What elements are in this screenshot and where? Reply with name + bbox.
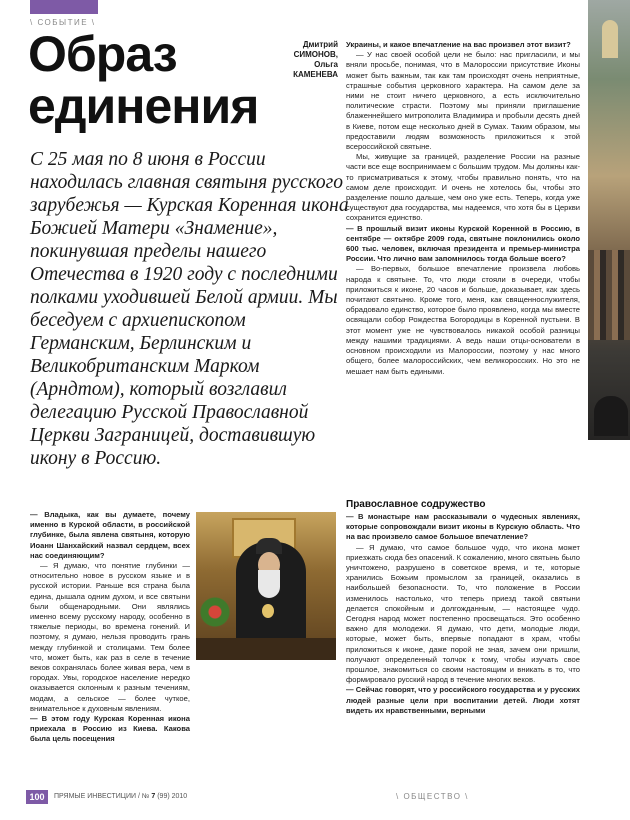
question-paragraph: — В этом году Курская Коренная икона приехала в Россию из Киева. Какова была цель посещения [30, 714, 190, 744]
issue-prefix: / № [138, 793, 150, 800]
crowd [588, 250, 630, 340]
right-column-top [346, 40, 580, 377]
magazine-info [54, 793, 187, 800]
answer-paragraph: — У нас своей особой цели не было: нас пригласили, и мы вняли просьбе, понимая, что в Малороссии присутствие Иконы может быть важным, так как там происходят очень неприятные, страшные события церковного характера. На самом деле за ними не стоит ничего церковного, а есть исключительно политические страсти. Поэтому мы приняли приглашение блаженнейшего митрополита Владимира и пробыли десять дней в Киеве, потом еще несколько дней в Сумах. Таким образом, мы предоставили людям возможность приложиться к этой всероссийской святыне. [346, 50, 580, 152]
author-line: Дмитрий [302, 40, 338, 49]
answer-paragraph: — Во-первых, большое впечатление произвела любовь народа к святыне. То, что люди стояли в очереди, чтобы приложиться к иконе, 20 часов и больше, доказывает, как здесь почитают святыню. Кроме того, меня, как священнослужителя, обрадовало единство, которое было проявлено, когда мы вместе освящали собор Рождества Богородицы в Коренной пустыни. В этот момент уже не чувствовалось никакой особой разницы между нашими традициями. А ведь наши отцы-основатели в основном происходили из Малороссии, поэтому у нас много общего, более малороссийских, чем великоросских. Но это не мешает нам быть едиными. [346, 264, 580, 376]
church-dome [602, 20, 618, 58]
flower-bouquet [200, 596, 230, 636]
right-column-bottom [346, 494, 580, 716]
question-paragraph: Украины, и какое впечатление на вас произвел этот визит? [346, 40, 571, 49]
issue-number: 7 [151, 793, 156, 800]
question-paragraph: — Сейчас говорят, что у российского государства и у русских людей разные цели при воспитании детей. Люди хотят видеть их нравственными, верными [346, 685, 580, 715]
author-line: СИМОНОВ, [293, 50, 338, 59]
side-crowd-photo [588, 0, 630, 440]
author-line: КАМЕНЕВА [293, 70, 338, 79]
magazine-name: ПРЯМЫЕ ИНВЕСТИЦИИ [54, 793, 137, 800]
section-label: \ ОБЩЕСТВО \ [396, 792, 469, 801]
archbishop-photo [196, 512, 336, 660]
question-paragraph: — Владыка, как вы думаете, почему именно в Курской области, в российской глубинке, была явлена святыня, которую Иоанн Шанхайский назвал сердцем, всех нас соединяющим? [30, 510, 190, 560]
page-number: 100 [26, 790, 48, 804]
question-paragraph: — В прошлый визит иконы Курской Коренной в Россию, в сентябре — октябре 2009 года, святыне поклонились около 600 тыс. человек, включая президента и премьер-министра России. Что лично вам запомнилось тогда больше всего? [346, 223, 580, 264]
issue-suffix: (99) 2010 [157, 793, 188, 800]
table-foreground [196, 638, 336, 660]
answer-paragraph: — Я думаю, что понятие глубинки — относительно новое в русском языке и в русской истории. Раньше вся страна была едина, дышала одним духом, и все святыни были общенародными. Они являлись именно всему русскому народу, особенно в тяжелые периоды, во времена гонений. И поэтому, я думаю, нельзя проводить грань между глубинкой и столицами. Тем более что, может быть, как раз в селе в течение веков сохранялась более живая вера, чем в городах. Увы, городское население нередко оказывается склонным к разным течениям, модам, а сельское — более чуткое, внимательное к духовным явлениям. [30, 561, 190, 713]
section-heading: Православное содружество [346, 499, 486, 510]
article-authors [268, 40, 338, 80]
panagia-medallion [262, 604, 274, 618]
top-accent-tab [30, 0, 98, 14]
question-paragraph: — В монастыре нам рассказывали о чудесных явлениях, которые сопровождали визит иконы в Курскую область. Что на вас произвело самое большое впечатление? [346, 512, 580, 542]
left-column [30, 510, 190, 745]
article-lead: С 25 мая по 8 июня в России находилась главная святыня русского зарубежья — Курская Коренная икона Божией Матери «Знамение», покинувшая пределы нашего Отечества в 1920 году с последними полками уходившей Белой армии. Мы беседуем с архиепископом Германским, Берлинским и Великобританским Марком (Арндтом), который возглавил делегацию Русской Православной Церкви Заграницей, доставившую икону в Россию. [30, 149, 349, 469]
clergy-head [594, 396, 628, 436]
answer-paragraph: Мы, живущие за границей, разделение России на разные части все еще воспринимаем с большим трудом. Мы должны как-то присматриваться к этому, чтобы правильно понять, что на самом деле происходит. И очень не хотелось бы, чтобы это разделение пошло дальше, чем оно уже есть. Теперь, когда уже существуют два государства, мы надеемся, что хотя бы в Церкви сохранится единство. [346, 152, 580, 223]
author-line: Ольга [314, 60, 338, 69]
answer-paragraph: — Я думаю, что самое большое чудо, что икона может приезжать сюда без опасений. К сожалению, много святынь было уничтожено, разрушено в советское время, и те, которые хранились Божьим промыслом за границей, оказались в наибольшей безопасности. То, что положение в России изменилось настолько, что теперь приезд такой святыни делается спокойным и долгожданным, — настоящее чудо. Сегодня народ может постепенно просвещаться. Это особенно важно для молодежи. Я думаю, что дети, молодые люди, которые, может быть, впервые попадают в храм, чтобы приложиться к иконе, даже порой не зная, зачем они пришли, получают определенный толчок к тому, чтобы изучать свое прошлое, знакомиться со своим настоящим и вникать в то, что формировало русский народ в течение многих веков. [346, 542, 580, 685]
article-title: Образ единения [28, 26, 259, 134]
rubric-label: \ СОБЫТИЕ \ [30, 18, 96, 27]
beard [258, 570, 280, 598]
